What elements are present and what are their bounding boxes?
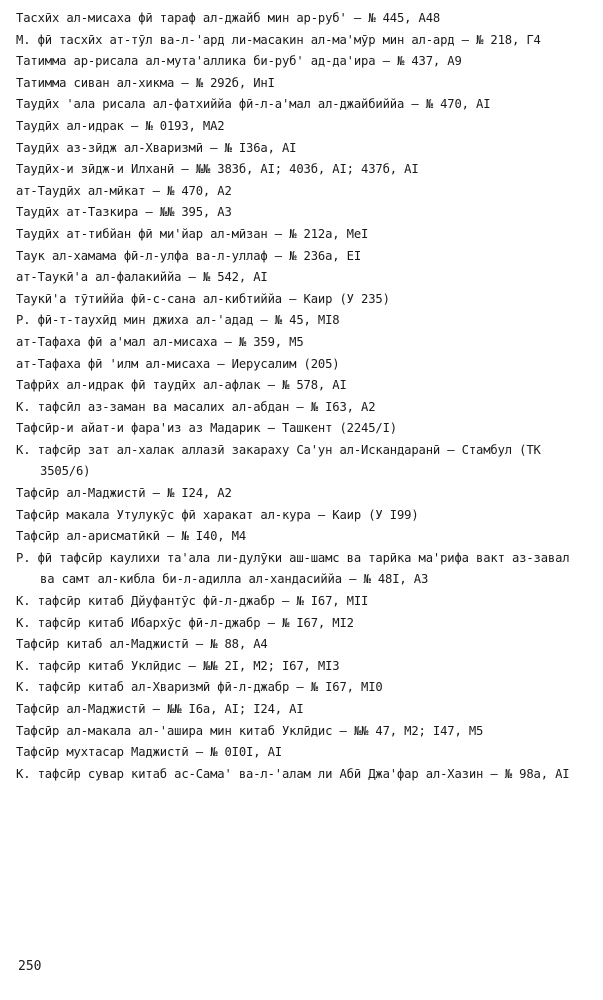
index-entry: К. тафсӣр сувар китаб ас-Сама' ва-л-'алам ли Абӣ Джа'фар ал-Хазин – № 98а, AI bbox=[16, 766, 570, 781]
index-entry: Таудӣх аз-зӣдж ал-Хваризмӣ – № I36а, AI bbox=[16, 140, 297, 155]
index-entry: ат-Таудӣх ал-мӣкат – № 470, А2 bbox=[16, 183, 232, 198]
index-entry: К. тафсӣр китаб ал-Хваризмӣ фӣ-л-джабр – № I67, МI0 bbox=[16, 680, 383, 695]
index-entry: Тафсӣр мухтасар Маджистӣ – № 0I0I, AI bbox=[16, 745, 282, 760]
page-number: 250 bbox=[18, 959, 42, 974]
index-entry: Таукӣ'а тӯтиййа фӣ-с-сана ал-кибтиййа – Каир (У 235) bbox=[16, 291, 390, 306]
index-entry: Тафсӣр ал-Маджистӣ – №№ I6а, AI; I24, AI bbox=[16, 702, 304, 716]
index-entry: Татимма сиван ал-хикма – № 292б, ИнI bbox=[16, 75, 275, 90]
index-entry: Таук ал-хамама фӣ-л-улфа ва-л-уллаф – № 236а, ЕI bbox=[16, 248, 361, 263]
index-entry: Р. фӣ тафсӣр каулихи та'ала ли-дулӯки аш-шамс ва тарӣка ма'рифа вакт аз-завал ва самт ал-кибла би-л-адилла ал-хандасиййа – № 48I, А3 bbox=[16, 550, 577, 587]
index-entry: ат-Тафаха фӣ 'илм ал-мисаха – Иерусалим (205) bbox=[16, 356, 340, 371]
index-entry: К. тафсӣл аз-заман ва масалих ал-абдан – № I63, А2 bbox=[16, 399, 376, 414]
index-entry: К. тафсӣр зат ал-халак аллазӣ закараху Са'ун ал-Искандаранӣ – Стамбул (ТК 3505/6) bbox=[16, 442, 548, 479]
index-entry: Тафрӣх ал-идрак фӣ таудӣх ал-афлак – № 578, AI bbox=[16, 378, 347, 393]
index-entry: Тафсӣр китаб ал-Маджистӣ – № 88, А4 bbox=[16, 637, 268, 652]
index-entries bbox=[16, 8, 585, 785]
index-entry: К. тафсӣр китаб Дйуфантӯс фӣ-л-джабр – № I67, МII bbox=[16, 594, 369, 609]
index-entry: Таудӣх ат-Тазкира – №№ 395, А3 bbox=[16, 205, 232, 220]
index-entry: Тафсӣр макала Утулукӯс фӣ харакат ал-кура – Каир (У I99) bbox=[16, 507, 419, 522]
index-entry: Таудӣх ал-идрак – № 0193, МА2 bbox=[16, 118, 225, 133]
index-entry: К. тафсӣр китаб Уклӣдис – №№ 2I, М2; I67, МI3 bbox=[16, 658, 340, 673]
index-entry: ат-Тафаха фӣ а'мал ал-мисаха – № 359, М5 bbox=[16, 334, 304, 349]
index-entry: Р. фӣ-т-таухӣд мин джиха ал-'адад – № 45, МI8 bbox=[16, 313, 340, 328]
index-entry: Тасхӣх ал-мисаха фӣ тараф ал-джайб мин ар-руб' – № 445, А48 bbox=[16, 11, 441, 25]
index-entry: Тафсӣр-и айат-и фара'из аз Мадарик – Ташкент (2245/I) bbox=[16, 421, 397, 436]
index-entry: Татимма ар-рисала ал-мута'аллика би-руб' ад-да'ира – № 437, А9 bbox=[16, 54, 462, 69]
index-entry: ат-Таукӣ'а ал-фалакиййа – № 542, AI bbox=[16, 270, 268, 285]
index-entry: Тафсӣр ал-макала ал-'ашира мин китаб Уклӣдис – №№ 47, М2; I47, М5 bbox=[16, 723, 484, 738]
index-entry: М. фӣ тасхӣх ат-тӯл ва-л-'ард ли-масакин ал-ма'мӯр мин ал-ард – № 218, Г4 bbox=[16, 32, 541, 47]
index-entry: Таудӣх-и зӣдж-и Илханӣ – №№ 383б, AI; 403б, AI; 437б, AI bbox=[16, 162, 419, 177]
index-entry: Тафсӣр ал-Маджистӣ – № I24, А2 bbox=[16, 486, 232, 501]
index-entry: Тафсӣр ал-арисматӣкӣ – № I40, М4 bbox=[16, 529, 246, 544]
index-entry: Таудӣх ат-тибйан фӣ ми'йар ал-мӣзан – № 212а, МеI bbox=[16, 226, 369, 241]
index-entry: К. тафсӣр китаб Ибархӯс фӣ-л-джабр – № I67, МI2 bbox=[16, 615, 354, 630]
index-entry: Таудӣх 'ала рисала ал-фатхиййа фӣ-л-а'мал ал-джайбиййа – № 470, AI bbox=[16, 97, 491, 112]
